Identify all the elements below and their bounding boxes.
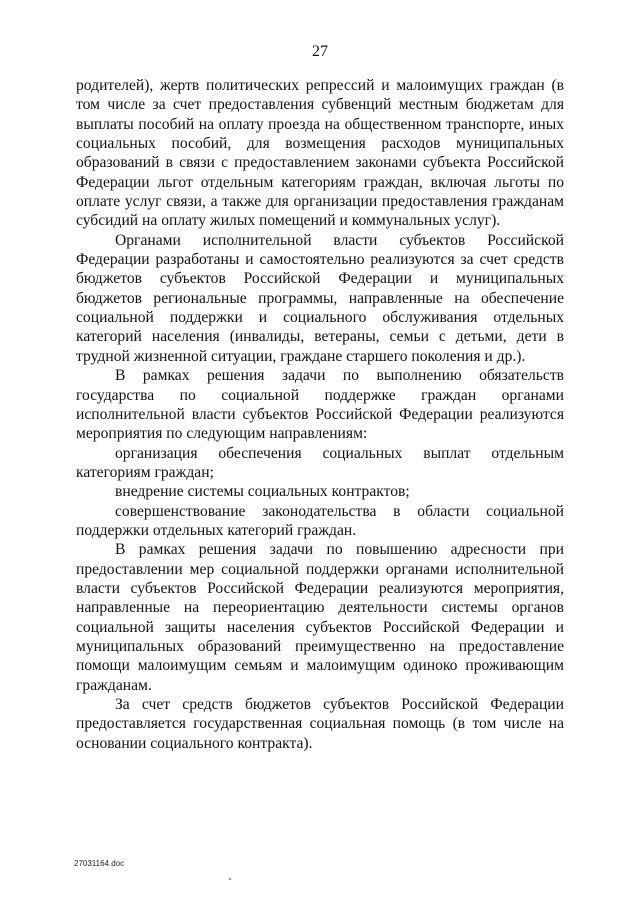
paragraph-targeting: В рамках решения задачи по повышению адресности при предоставлении мер социальной поддержки органами исполнительной власти субъектов Российской Федерации реализуются мероприятия, направленные на переориентацию деятельности системы органов социальной защиты населения субъектов Российской Федерации и муниципальных образований преимущественно на предоставление помощи малоимущим семьям и малоимущим одиноко проживающим гражданам. — [76, 541, 564, 694]
paragraph-state-obligations: В рамках решения задачи по выполнению обязательств государства по социальной поддержке граждан органами исполнительной власти субъектов Российской Федерации реализуются мероприятия по следующим направлениям: — [76, 367, 564, 443]
list-item-legislation: совершенствование законодательства в области социальной поддержки отдельных категорий граждан. — [76, 502, 564, 539]
page-number: 27 — [312, 43, 328, 60]
paragraph-state-assistance: За счет средств бюджетов субъектов Российской Федерации предоставляется государственная социальная помощь (в том числе на основании социального контракта). — [76, 696, 564, 752]
list-item-social-contracts: внедрение системы социальных контрактов; — [115, 483, 410, 501]
paragraph-regional-programs: Органами исполнительной власти субъектов Российской Федерации разработаны и самостоятельно реализуются за счет средств бюджетов субъектов Российской Федерации и муниципальных бюджетов региональные программы, направленные на обеспечение социальной поддержки и социального обслуживания отдельных категорий населения (инвалиды, ветераны, семьи с детьми, дети в трудной жизненной ситуации, граждане старшего поколения и др.). — [76, 231, 564, 365]
footer-filename: 27031164.doc — [74, 859, 125, 868]
paragraph-continuation: родителей), жертв политических репрессий и малоимущих граждан (в том числе за счет предоставления субвенций местным бюджетам для выплаты пособий на оплату проезда на общественном транспорте, иных социальных пособий, для возмещения расходов муниципальных образований в связи с предоставлением законами субъекта Российской Федерации льгот отдельным категориям граждан, включая льготы по оплате услуг связи, а также для организации предоставления гражданам субсидий на оплату жилых помещений и коммунальных услуг). — [76, 77, 564, 230]
document-body — [76, 76, 564, 753]
scan-speck — [229, 878, 231, 880]
list-item-social-payments: организация обеспечения социальных выплат отдельным категориям граждан; — [76, 444, 564, 481]
